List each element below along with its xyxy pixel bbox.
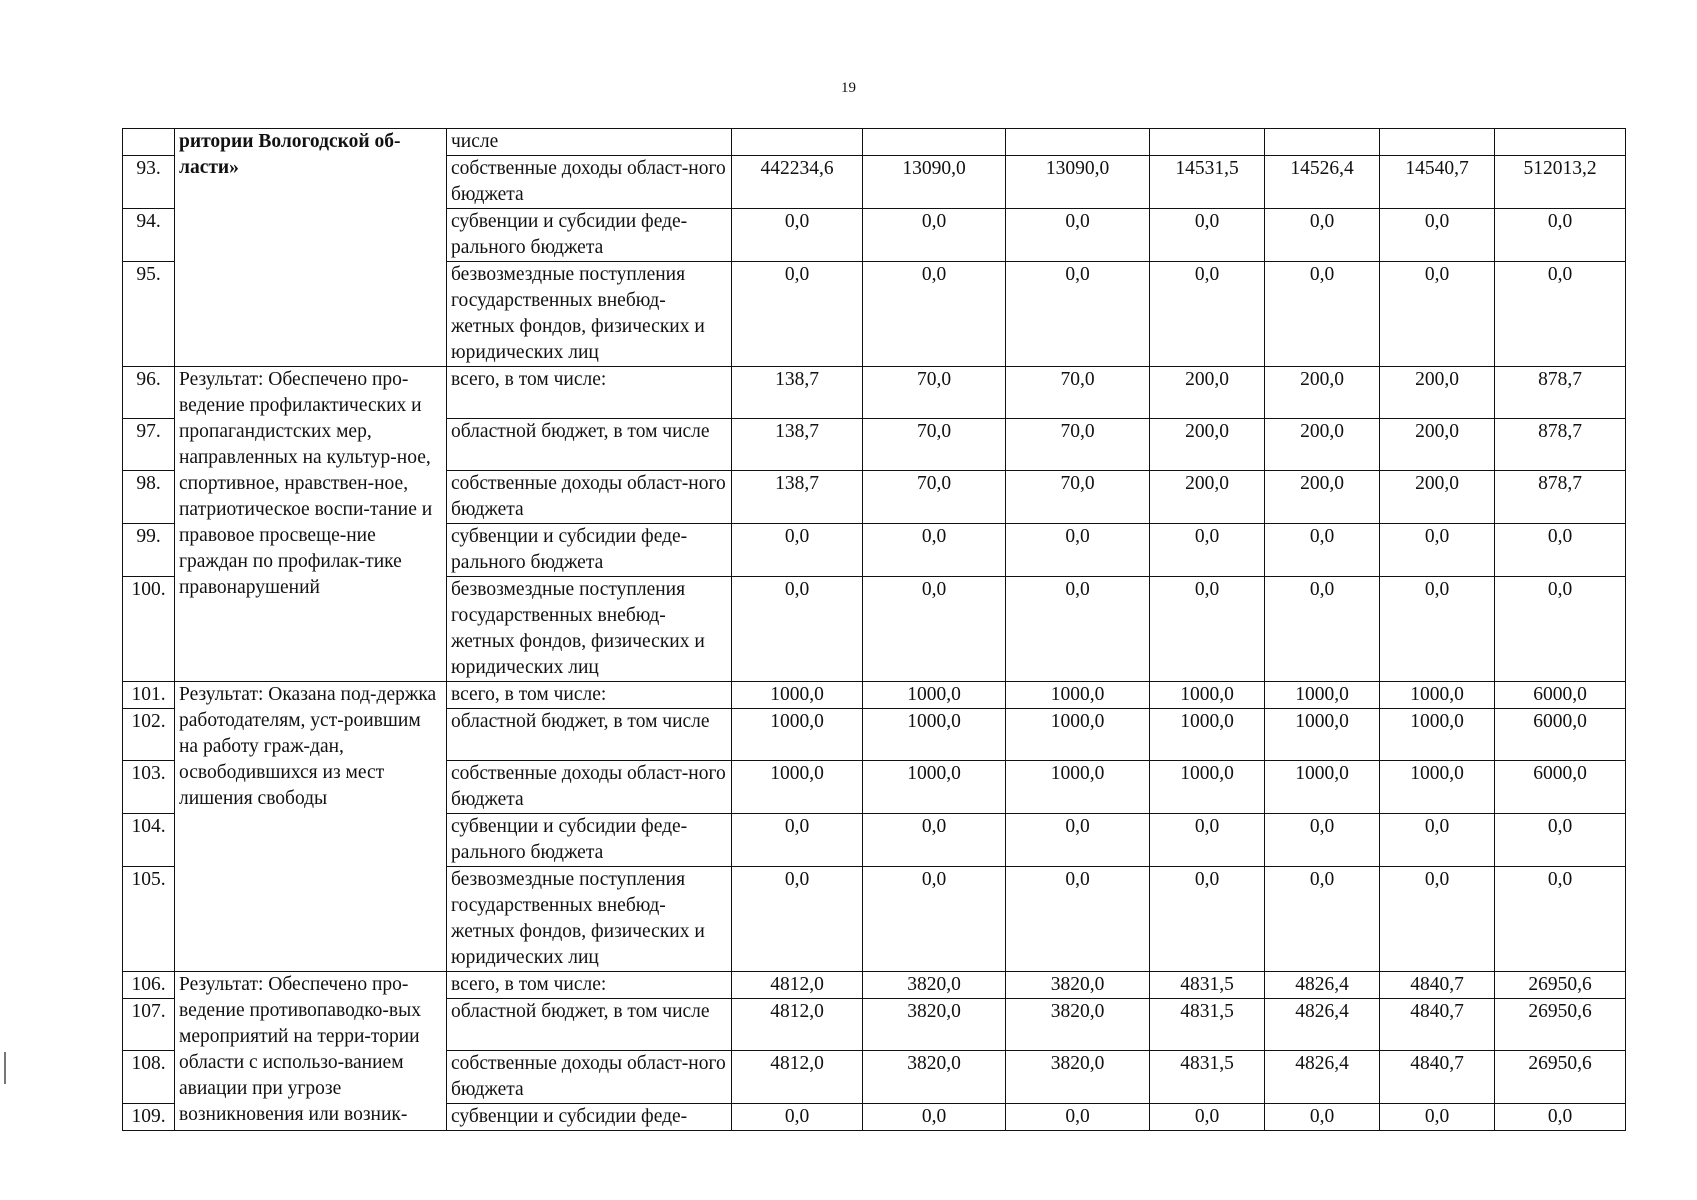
amount-cell: 0,0 xyxy=(1006,1104,1150,1131)
amount-cell: 200,0 xyxy=(1265,471,1380,524)
amount-cell: 70,0 xyxy=(863,471,1006,524)
amount-cell: 1000,0 xyxy=(732,761,863,814)
amount-cell: 200,0 xyxy=(1265,367,1380,419)
amount-cell: 4826,4 xyxy=(1265,999,1380,1051)
amount-cell: 0,0 xyxy=(863,1104,1006,1131)
amount-cell: 200,0 xyxy=(1265,419,1380,471)
table-body xyxy=(123,129,1626,1131)
funding-source: субвенции и субсидии феде- xyxy=(447,1104,732,1131)
amount-cell: 0,0 xyxy=(1495,577,1626,682)
amount-cell: 1000,0 xyxy=(863,682,1006,709)
amount-cell xyxy=(1495,129,1626,156)
amount-cell: 0,0 xyxy=(1495,524,1626,577)
row-number: 102. xyxy=(123,709,175,761)
amount-cell: 6000,0 xyxy=(1495,761,1626,814)
amount-cell: 4826,4 xyxy=(1265,1051,1380,1104)
amount-cell: 0,0 xyxy=(732,1104,863,1131)
amount-cell: 0,0 xyxy=(1006,209,1150,262)
amount-cell xyxy=(1006,129,1150,156)
amount-cell xyxy=(863,129,1006,156)
amount-cell: 13090,0 xyxy=(863,156,1006,209)
row-number: 98. xyxy=(123,471,175,524)
row-number: 106. xyxy=(123,972,175,999)
amount-cell: 0,0 xyxy=(863,524,1006,577)
funding-source: безвозмездные поступления государственных внебюд-жетных фондов, физических и юридических лиц xyxy=(447,577,732,682)
amount-cell: 138,7 xyxy=(732,419,863,471)
amount-cell: 4812,0 xyxy=(732,1051,863,1104)
amount-cell: 0,0 xyxy=(1006,867,1150,972)
table-row xyxy=(123,129,1626,156)
amount-cell: 4826,4 xyxy=(1265,972,1380,999)
amount-cell: 3820,0 xyxy=(1006,1051,1150,1104)
amount-cell: 0,0 xyxy=(1150,577,1265,682)
amount-cell: 200,0 xyxy=(1150,419,1265,471)
row-number: 108. xyxy=(123,1051,175,1104)
amount-cell: 0,0 xyxy=(1150,209,1265,262)
amount-cell: 4812,0 xyxy=(732,999,863,1051)
amount-cell: 6000,0 xyxy=(1495,709,1626,761)
amount-cell: 26950,6 xyxy=(1495,1051,1626,1104)
amount-cell: 70,0 xyxy=(1006,367,1150,419)
amount-cell: 0,0 xyxy=(1006,524,1150,577)
funding-source: собственные доходы област-ного бюджета xyxy=(447,1051,732,1104)
amount-cell: 70,0 xyxy=(1006,471,1150,524)
row-number: 109. xyxy=(123,1104,175,1131)
amount-cell: 0,0 xyxy=(1265,867,1380,972)
amount-cell: 0,0 xyxy=(1006,814,1150,867)
row-number: 99. xyxy=(123,524,175,577)
funding-source: субвенции и субсидии феде-рального бюджета xyxy=(447,814,732,867)
funding-source: собственные доходы област-ного бюджета xyxy=(447,156,732,209)
amount-cell: 0,0 xyxy=(863,577,1006,682)
amount-cell: 200,0 xyxy=(1380,367,1495,419)
amount-cell: 26950,6 xyxy=(1495,999,1626,1051)
funding-source: числе xyxy=(447,129,732,156)
amount-cell: 878,7 xyxy=(1495,419,1626,471)
amount-cell: 138,7 xyxy=(732,471,863,524)
amount-cell: 1000,0 xyxy=(863,709,1006,761)
funding-source: субвенции и субсидии феде-рального бюджета xyxy=(447,209,732,262)
amount-cell: 1000,0 xyxy=(1265,682,1380,709)
amount-cell: 0,0 xyxy=(1265,577,1380,682)
amount-cell: 1000,0 xyxy=(1150,761,1265,814)
amount-cell: 1000,0 xyxy=(732,682,863,709)
amount-cell: 0,0 xyxy=(1150,814,1265,867)
amount-cell: 0,0 xyxy=(1150,867,1265,972)
amount-cell: 0,0 xyxy=(1265,814,1380,867)
amount-cell: 4831,5 xyxy=(1150,972,1265,999)
amount-cell: 0,0 xyxy=(1380,1104,1495,1131)
amount-cell: 3820,0 xyxy=(1006,999,1150,1051)
amount-cell: 70,0 xyxy=(1006,419,1150,471)
row-number: 97. xyxy=(123,419,175,471)
row-number: 95. xyxy=(123,262,175,367)
budget-table xyxy=(122,128,1626,1131)
amount-cell: 1000,0 xyxy=(1265,709,1380,761)
amount-cell: 6000,0 xyxy=(1495,682,1626,709)
amount-cell: 14526,4 xyxy=(1265,156,1380,209)
amount-cell: 3820,0 xyxy=(1006,972,1150,999)
amount-cell: 878,7 xyxy=(1495,471,1626,524)
row-number: 101. xyxy=(123,682,175,709)
amount-cell: 0,0 xyxy=(1150,1104,1265,1131)
row-number: 96. xyxy=(123,367,175,419)
amount-cell: 0,0 xyxy=(1495,262,1626,367)
amount-cell: 0,0 xyxy=(1380,577,1495,682)
amount-cell: 0,0 xyxy=(863,814,1006,867)
row-number: 107. xyxy=(123,999,175,1051)
funding-source: всего, в том числе: xyxy=(447,367,732,419)
amount-cell: 0,0 xyxy=(1006,262,1150,367)
amount-cell: 0,0 xyxy=(1380,814,1495,867)
funding-source: всего, в том числе: xyxy=(447,972,732,999)
table-row xyxy=(123,367,1626,419)
amount-cell: 4840,7 xyxy=(1380,999,1495,1051)
amount-cell: 0,0 xyxy=(1265,1104,1380,1131)
amount-cell: 4840,7 xyxy=(1380,972,1495,999)
funding-source: безвозмездные поступления государственных внебюд-жетных фондов, физических и юридических лиц xyxy=(447,262,732,367)
amount-cell: 1000,0 xyxy=(1380,709,1495,761)
amount-cell xyxy=(1265,129,1380,156)
amount-cell: 0,0 xyxy=(1150,262,1265,367)
amount-cell: 200,0 xyxy=(1380,471,1495,524)
amount-cell: 200,0 xyxy=(1380,419,1495,471)
amount-cell: 0,0 xyxy=(732,867,863,972)
amount-cell: 0,0 xyxy=(1495,814,1626,867)
row-number xyxy=(123,129,175,156)
amount-cell: 0,0 xyxy=(732,814,863,867)
amount-cell: 512013,2 xyxy=(1495,156,1626,209)
amount-cell: 0,0 xyxy=(732,577,863,682)
amount-cell: 200,0 xyxy=(1150,367,1265,419)
row-number: 94. xyxy=(123,209,175,262)
row-number: 105. xyxy=(123,867,175,972)
amount-cell: 200,0 xyxy=(1150,471,1265,524)
amount-cell: 1000,0 xyxy=(1150,709,1265,761)
amount-cell: 0,0 xyxy=(732,262,863,367)
amount-cell: 138,7 xyxy=(732,367,863,419)
amount-cell: 70,0 xyxy=(863,419,1006,471)
amount-cell: 4812,0 xyxy=(732,972,863,999)
amount-cell: 0,0 xyxy=(1380,209,1495,262)
amount-cell: 13090,0 xyxy=(1006,156,1150,209)
amount-cell: 0,0 xyxy=(1495,867,1626,972)
amount-cell: 0,0 xyxy=(1150,524,1265,577)
amount-cell: 0,0 xyxy=(1495,209,1626,262)
amount-cell: 1000,0 xyxy=(1006,709,1150,761)
amount-cell: 4831,5 xyxy=(1150,999,1265,1051)
amount-cell xyxy=(1150,129,1265,156)
row-number: 93. xyxy=(123,156,175,209)
result-description: ритории Вологодской об-ласти» xyxy=(175,129,447,367)
amount-cell: 0,0 xyxy=(863,867,1006,972)
row-number: 100. xyxy=(123,577,175,682)
amount-cell: 4831,5 xyxy=(1150,1051,1265,1104)
amount-cell: 4840,7 xyxy=(1380,1051,1495,1104)
amount-cell: 14531,5 xyxy=(1150,156,1265,209)
amount-cell: 1000,0 xyxy=(732,709,863,761)
amount-cell xyxy=(732,129,863,156)
amount-cell: 26950,6 xyxy=(1495,972,1626,999)
amount-cell: 0,0 xyxy=(1265,209,1380,262)
amount-cell: 878,7 xyxy=(1495,367,1626,419)
amount-cell: 0,0 xyxy=(1265,524,1380,577)
amount-cell: 70,0 xyxy=(863,367,1006,419)
row-number: 104. xyxy=(123,814,175,867)
amount-cell: 0,0 xyxy=(1380,262,1495,367)
row-number: 103. xyxy=(123,761,175,814)
funding-source: областной бюджет, в том числе xyxy=(447,999,732,1051)
amount-cell: 1000,0 xyxy=(1150,682,1265,709)
amount-cell: 1000,0 xyxy=(1380,682,1495,709)
amount-cell: 0,0 xyxy=(1006,577,1150,682)
result-description: Результат: Обеспечено про-ведение противопаводко-вых мероприятий на терри-тории области с использо-ванием авиации при угрозе возникновения или возник- xyxy=(175,972,447,1131)
table-row xyxy=(123,682,1626,709)
amount-cell: 0,0 xyxy=(732,209,863,262)
amount-cell: 1000,0 xyxy=(1265,761,1380,814)
result-description: Результат: Оказана под-держка работодателям, уст-роившим на работу граж-дан, освободившихся из мест лишения свободы xyxy=(175,682,447,972)
amount-cell: 14540,7 xyxy=(1380,156,1495,209)
amount-cell: 1000,0 xyxy=(1006,682,1150,709)
funding-source: всего, в том числе: xyxy=(447,682,732,709)
amount-cell: 3820,0 xyxy=(863,972,1006,999)
amount-cell: 0,0 xyxy=(1380,524,1495,577)
amount-cell xyxy=(1380,129,1495,156)
funding-source: безвозмездные поступления государственных внебюд-жетных фондов, физических и юридических лиц xyxy=(447,867,732,972)
amount-cell: 3820,0 xyxy=(863,1051,1006,1104)
amount-cell: 0,0 xyxy=(1380,867,1495,972)
amount-cell: 442234,6 xyxy=(732,156,863,209)
page-number: 19 xyxy=(841,80,856,96)
funding-source: собственные доходы област-ного бюджета xyxy=(447,761,732,814)
amount-cell: 1000,0 xyxy=(1006,761,1150,814)
amount-cell: 1000,0 xyxy=(1380,761,1495,814)
funding-source: областной бюджет, в том числе xyxy=(447,709,732,761)
amount-cell: 0,0 xyxy=(732,524,863,577)
amount-cell: 1000,0 xyxy=(863,761,1006,814)
funding-source: собственные доходы област-ного бюджета xyxy=(447,471,732,524)
funding-source: субвенции и субсидии феде-рального бюджета xyxy=(447,524,732,577)
amount-cell: 0,0 xyxy=(863,262,1006,367)
amount-cell: 0,0 xyxy=(863,209,1006,262)
funding-source: областной бюджет, в том числе xyxy=(447,419,732,471)
amount-cell: 0,0 xyxy=(1265,262,1380,367)
amount-cell: 0,0 xyxy=(1495,1104,1626,1131)
scan-mark xyxy=(4,1052,6,1084)
result-description: Результат: Обеспечено про-ведение профилактических и пропагандистских мер, направленных на культур-ное, спортивное, нравствен-ное, патриотическое воспи-тание и правовое просвеще-ние граждан по профилак-тике правонарушений xyxy=(175,367,447,682)
amount-cell: 3820,0 xyxy=(863,999,1006,1051)
table-row xyxy=(123,972,1626,999)
